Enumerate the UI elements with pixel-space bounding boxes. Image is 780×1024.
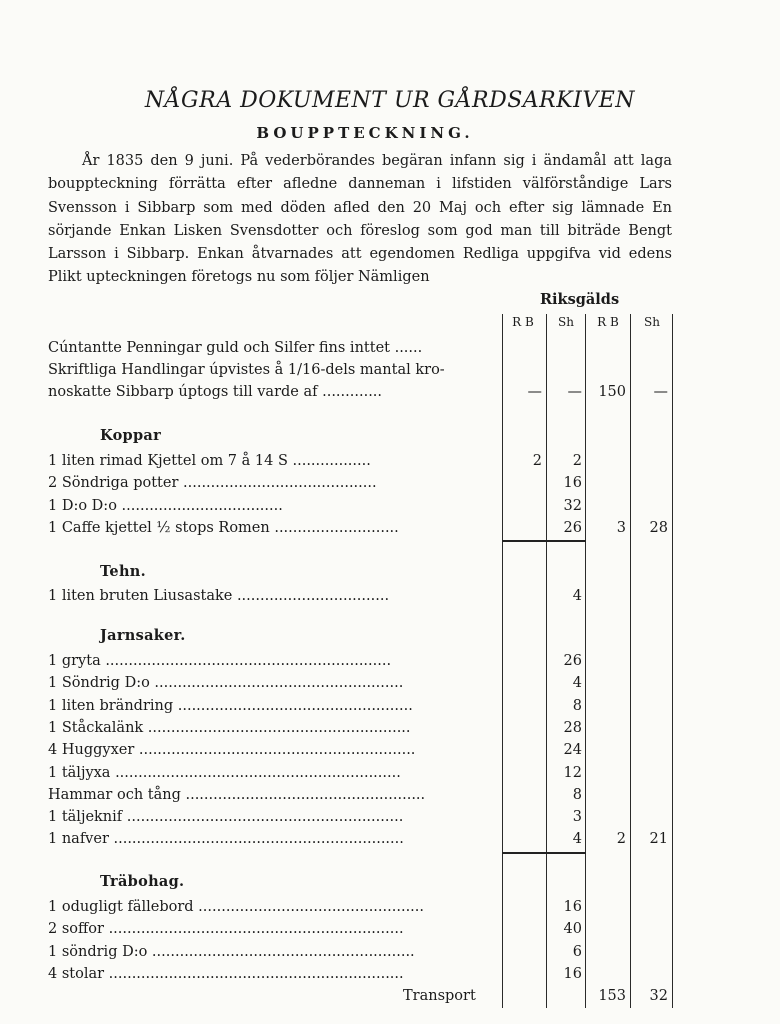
intro-text: År 1835 den 9 juni. På vederbörandes begäran infann sig i ändamål att laga bouppteckning förrätta efter afledne danneman i lifstiden välförståndige Lars Svensson i Sibbarp som med döden afled den 20 Maj och efter sig lämnade En sörjande Enkan Lisken Svensdotter och föreslog som god man till biträde Bengt Larsson i Sibbarp. Enkan åtvarnades att egendomen Redliga uppgifva vid edens Plikt upteckningen företogs nu som följer Nämligen [48, 153, 672, 286]
item-label: 1 nafver ............................................................... [48, 831, 404, 848]
amount-sh: 28 [563, 719, 582, 736]
amount-sh: 24 [563, 742, 582, 759]
transport-amount-rb2: 153 [598, 988, 626, 1004]
amount-sh: — [567, 384, 582, 400]
col-header-sh: Sh [558, 315, 574, 329]
category-title: Träbohag. [100, 873, 185, 890]
amount-rb: 2 [532, 453, 542, 469]
amount-sh: 3 [572, 809, 582, 826]
ledger-row [48, 650, 688, 672]
category-title: Tehn. [100, 563, 146, 580]
ledger-row [48, 672, 688, 694]
transport-label: Transport [403, 988, 476, 1004]
item-label: 1 Söndrig D:o ...................................................... [48, 675, 404, 692]
ledger-row [48, 918, 688, 940]
ledger-row [48, 896, 688, 918]
intro-paragraph [48, 150, 672, 290]
amount-sh: 26 [563, 653, 582, 669]
amount-sh: 12 [563, 764, 582, 781]
item-label: 1 täljyxa .............................................................. [48, 764, 401, 781]
amount-sh: 40 [563, 921, 582, 938]
amount-sh: 4 [572, 831, 582, 848]
amount-sh: 8 [572, 786, 582, 803]
ledger-row [48, 828, 688, 850]
amount-sh: 26 [563, 519, 582, 536]
ledger-row [48, 784, 688, 806]
amount-sh2: 28 [649, 519, 668, 536]
col-header-rb: R B [512, 315, 534, 329]
item-label: 1 D:o D:o ................................... [48, 497, 283, 514]
item-label: 1 täljeknif ............................................................ [48, 809, 404, 826]
transport-amount-sh2: 32 [649, 988, 668, 1004]
item-label: 1 gryta .............................................................. [48, 653, 392, 669]
currency-header: Riksgälds [540, 291, 620, 308]
item-label: 2 Söndriga potter .......................................... [48, 475, 377, 492]
category-title: Jarnsaker. [100, 627, 186, 644]
ledger-row [48, 517, 688, 539]
ledger-row [48, 381, 688, 403]
ledger-row [48, 585, 688, 607]
ledger-row [48, 762, 688, 784]
item-label: noskatte Sibbarp úptogs till varde af ............. [48, 384, 383, 400]
item-label: 1 liten brändring ................................................... [48, 697, 413, 714]
amount-rb2: 2 [616, 831, 626, 848]
amount-sh2: — [653, 384, 668, 400]
ledger-row [48, 472, 688, 494]
ledger-row [48, 963, 688, 985]
ledger-row [48, 717, 688, 739]
amount-sh: 4 [572, 675, 582, 692]
amount-sh: 4 [572, 588, 582, 604]
amount-sh: 8 [572, 697, 582, 714]
item-label: 1 liten rimad Kjettel om 7 å 14 S ................. [48, 453, 371, 469]
ledger-row [48, 941, 688, 963]
amount-sh: 32 [563, 497, 582, 514]
item-label: 1 Ståckalänk ......................................................... [48, 719, 411, 736]
ledger-row [48, 359, 688, 381]
ledger-row [48, 450, 688, 472]
amount-rb2: 150 [598, 384, 626, 400]
category-title: Koppar [100, 427, 162, 444]
col-header-sh-total: Sh [644, 315, 660, 329]
amount-sh: 16 [563, 899, 582, 915]
amount-sh: 2 [572, 453, 582, 469]
col-header-rb-total: R B [597, 315, 619, 329]
item-label: 4 Huggyxer ............................................................ [48, 742, 416, 759]
ledger-row [48, 695, 688, 717]
amount-rb2: 3 [616, 519, 626, 536]
section-title: BOUPPTECKNING. [256, 124, 474, 142]
ledger-row [48, 495, 688, 517]
running-title: NÅGRA DOKUMENT UR GÅRDSARKIVEN [144, 88, 636, 113]
item-label: Cúntantte Penningar guld och Silfer fins inttet ...... [48, 340, 423, 356]
amount-sh: 16 [563, 475, 582, 492]
ledger-row [48, 739, 688, 761]
item-label: Skriftliga Handlingar úpvistes å 1/16-dels mantal kro- [48, 362, 445, 378]
item-label: 1 söndrig D:o ......................................................... [48, 943, 415, 960]
item-label: 1 odugligt fällebord ................................................. [48, 899, 425, 915]
amount-rb: — [527, 384, 542, 400]
item-label: 4 stolar ................................................................ [48, 965, 404, 982]
item-label: 2 soffor ................................................................ [48, 921, 404, 938]
subtotal-rule [502, 540, 586, 542]
item-label: 1 liten bruten Liusastake ................................. [48, 588, 390, 604]
item-label: Hammar och tång .................................................... [48, 786, 426, 803]
item-label: 1 Caffe kjettel ½ stops Romen ........................... [48, 519, 399, 536]
ledger-row [48, 337, 688, 359]
amount-sh: 6 [572, 943, 582, 960]
amount-sh2: 21 [649, 831, 668, 848]
amount-sh: 16 [563, 965, 582, 982]
subtotal-rule [502, 852, 586, 854]
ledger-row [48, 806, 688, 828]
transport-row [48, 985, 688, 1007]
